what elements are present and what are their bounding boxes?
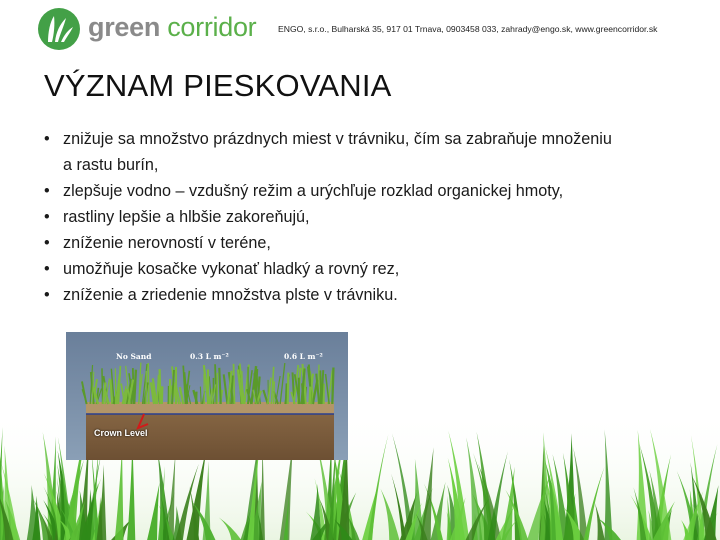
bullet-list xyxy=(44,126,694,308)
bullet-item xyxy=(44,256,694,282)
slide-title: VÝZNAM PIESKOVANIA xyxy=(44,68,392,103)
crown-level-label: Crown Level xyxy=(94,428,148,438)
logo-wordmark xyxy=(88,11,256,43)
photo-label-03: 0.3 L m⁻² xyxy=(190,352,229,361)
bullet-text: • zlepšuje vodno – vzdušný režim a urýchľuje rozklad organickej hmoty, xyxy=(63,182,564,200)
sand-layer-photo xyxy=(66,332,348,460)
bullet-item xyxy=(44,230,694,256)
bullet-text: • znižuje sa množstvo prázdnych miest v trávniku, čím sa zabraňuje množeniu xyxy=(63,130,612,148)
bullet-item xyxy=(44,282,694,308)
logo-word-green: green xyxy=(88,12,161,42)
bullet-item xyxy=(44,126,694,178)
bullet-item xyxy=(44,178,694,204)
bullet-text-continued: a rastu burín, xyxy=(63,156,159,174)
photo-label-no-sand: No Sand xyxy=(116,352,152,361)
logo-leaf-icon xyxy=(38,8,80,50)
bullet-item xyxy=(44,204,694,230)
bullet-text: • zníženie a zriedenie množstva plste v trávniku. xyxy=(63,286,398,304)
logo-word-corridor: corridor xyxy=(167,12,257,42)
contact-info: ENGO, s.r.o., Bulharská 35, 917 01 Trnava, 0903458 033, zahrady@engo.sk, www.greencorridor.sk xyxy=(278,24,658,34)
company-logo xyxy=(38,8,268,50)
bullet-text: • rastliny lepšie a hlbšie zakoreňujú, xyxy=(63,208,310,226)
bullet-text: • zníženie nerovností v teréne, xyxy=(63,234,271,252)
bullet-text: • umožňuje kosačke vykonať hladký a rovný rez, xyxy=(63,260,400,278)
photo-label-06: 0.6 L m⁻² xyxy=(284,352,323,361)
